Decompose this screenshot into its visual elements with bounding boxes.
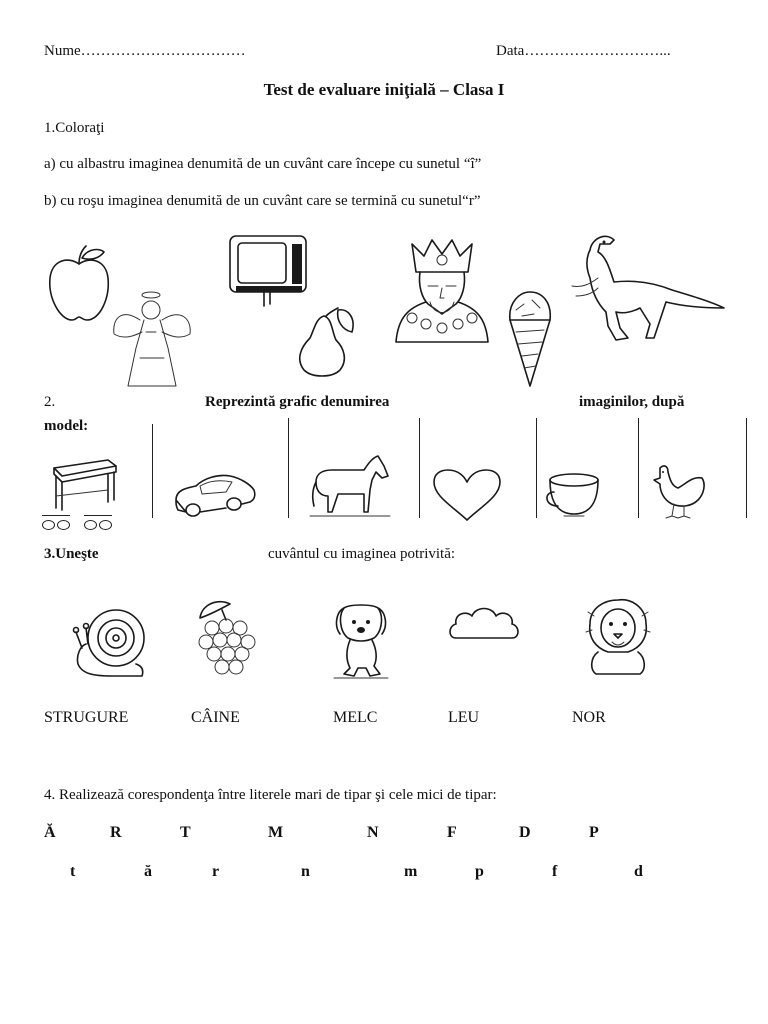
uppercase-letter: N [367,824,379,841]
pear-icon [294,304,358,378]
uppercase-letter: P [589,824,599,841]
word-caine: CÂINE [191,709,240,726]
syllable-circle [84,520,97,530]
car-icon [172,470,258,518]
word-nor: NOR [572,709,606,726]
grapes-icon [192,598,258,680]
ex2-text-part1: Reprezintă grafic denumirea [205,394,390,410]
syllable-line [84,515,112,516]
cup-icon [544,472,604,520]
lowercase-letter: n [301,863,310,880]
heart-icon [432,468,502,522]
uppercase-letter: T [180,824,191,841]
cell-divider [536,418,537,518]
hen-icon [648,460,708,522]
word-leu: LEU [448,709,480,726]
syllable-circle [99,520,112,530]
angel-icon [110,288,194,390]
king-icon [392,236,492,346]
cell-divider [288,418,289,518]
dinosaur-icon [562,230,726,346]
cloud-icon [446,604,520,644]
word-strugure: STRUGURE [44,709,129,726]
ex2-text-part2: imaginilor, după [579,394,685,410]
uppercase-letter: Ă [44,824,56,841]
date-field-label: Data………………………... [496,43,671,59]
ex2-text-part3: model: [44,418,89,434]
uppercase-letter: M [268,824,284,841]
syllable-line [42,515,70,516]
dog-icon [330,602,392,680]
ex2-number: 2. [44,394,56,410]
ex1-title: 1.Coloraţi [44,120,105,136]
ex4-title: 4. Realizează corespondenţa între literele mari de tipar şi cele mici de tipar: [44,787,497,803]
lowercase-letter: t [70,863,76,880]
lion-icon [584,596,652,678]
table-icon [46,456,118,512]
cell-divider [152,424,153,518]
snail-icon [72,604,148,680]
uppercase-letter: F [447,824,457,841]
page-title: Test de evaluare iniţială – Clasa I [263,80,505,99]
lowercase-letter: r [212,863,220,880]
lowercase-letter: ă [144,863,152,880]
cell-divider [419,418,420,518]
ex3-title-part1: 3.Uneşte [44,546,99,562]
syllable-circle [57,520,70,530]
horse-icon [308,452,392,520]
uppercase-letter: R [110,824,122,841]
word-melc: MELC [333,709,378,726]
ex1-instruction-a: a) cu albastru imaginea denumită de un cuvânt care începe cu sunetul “î” [44,156,482,172]
syllable-circle [42,520,55,530]
apple-icon [46,244,112,324]
tv-icon [228,234,310,308]
cell-divider [638,418,639,518]
lowercase-letter: f [552,863,558,880]
uppercase-letter: D [519,824,531,841]
ex3-title-part2: cuvântul cu imaginea potrivită: [268,546,456,562]
name-field-label: Nume…………………………… [44,43,246,59]
lowercase-letter: d [634,863,643,880]
lowercase-letter: m [404,863,418,880]
lowercase-letter: p [475,863,484,880]
ice-cream-icon [504,290,556,388]
ex1-instruction-b: b) cu roşu imaginea denumită de un cuvânt care se termină cu sunetul“r” [44,193,481,209]
cell-divider [746,418,747,518]
